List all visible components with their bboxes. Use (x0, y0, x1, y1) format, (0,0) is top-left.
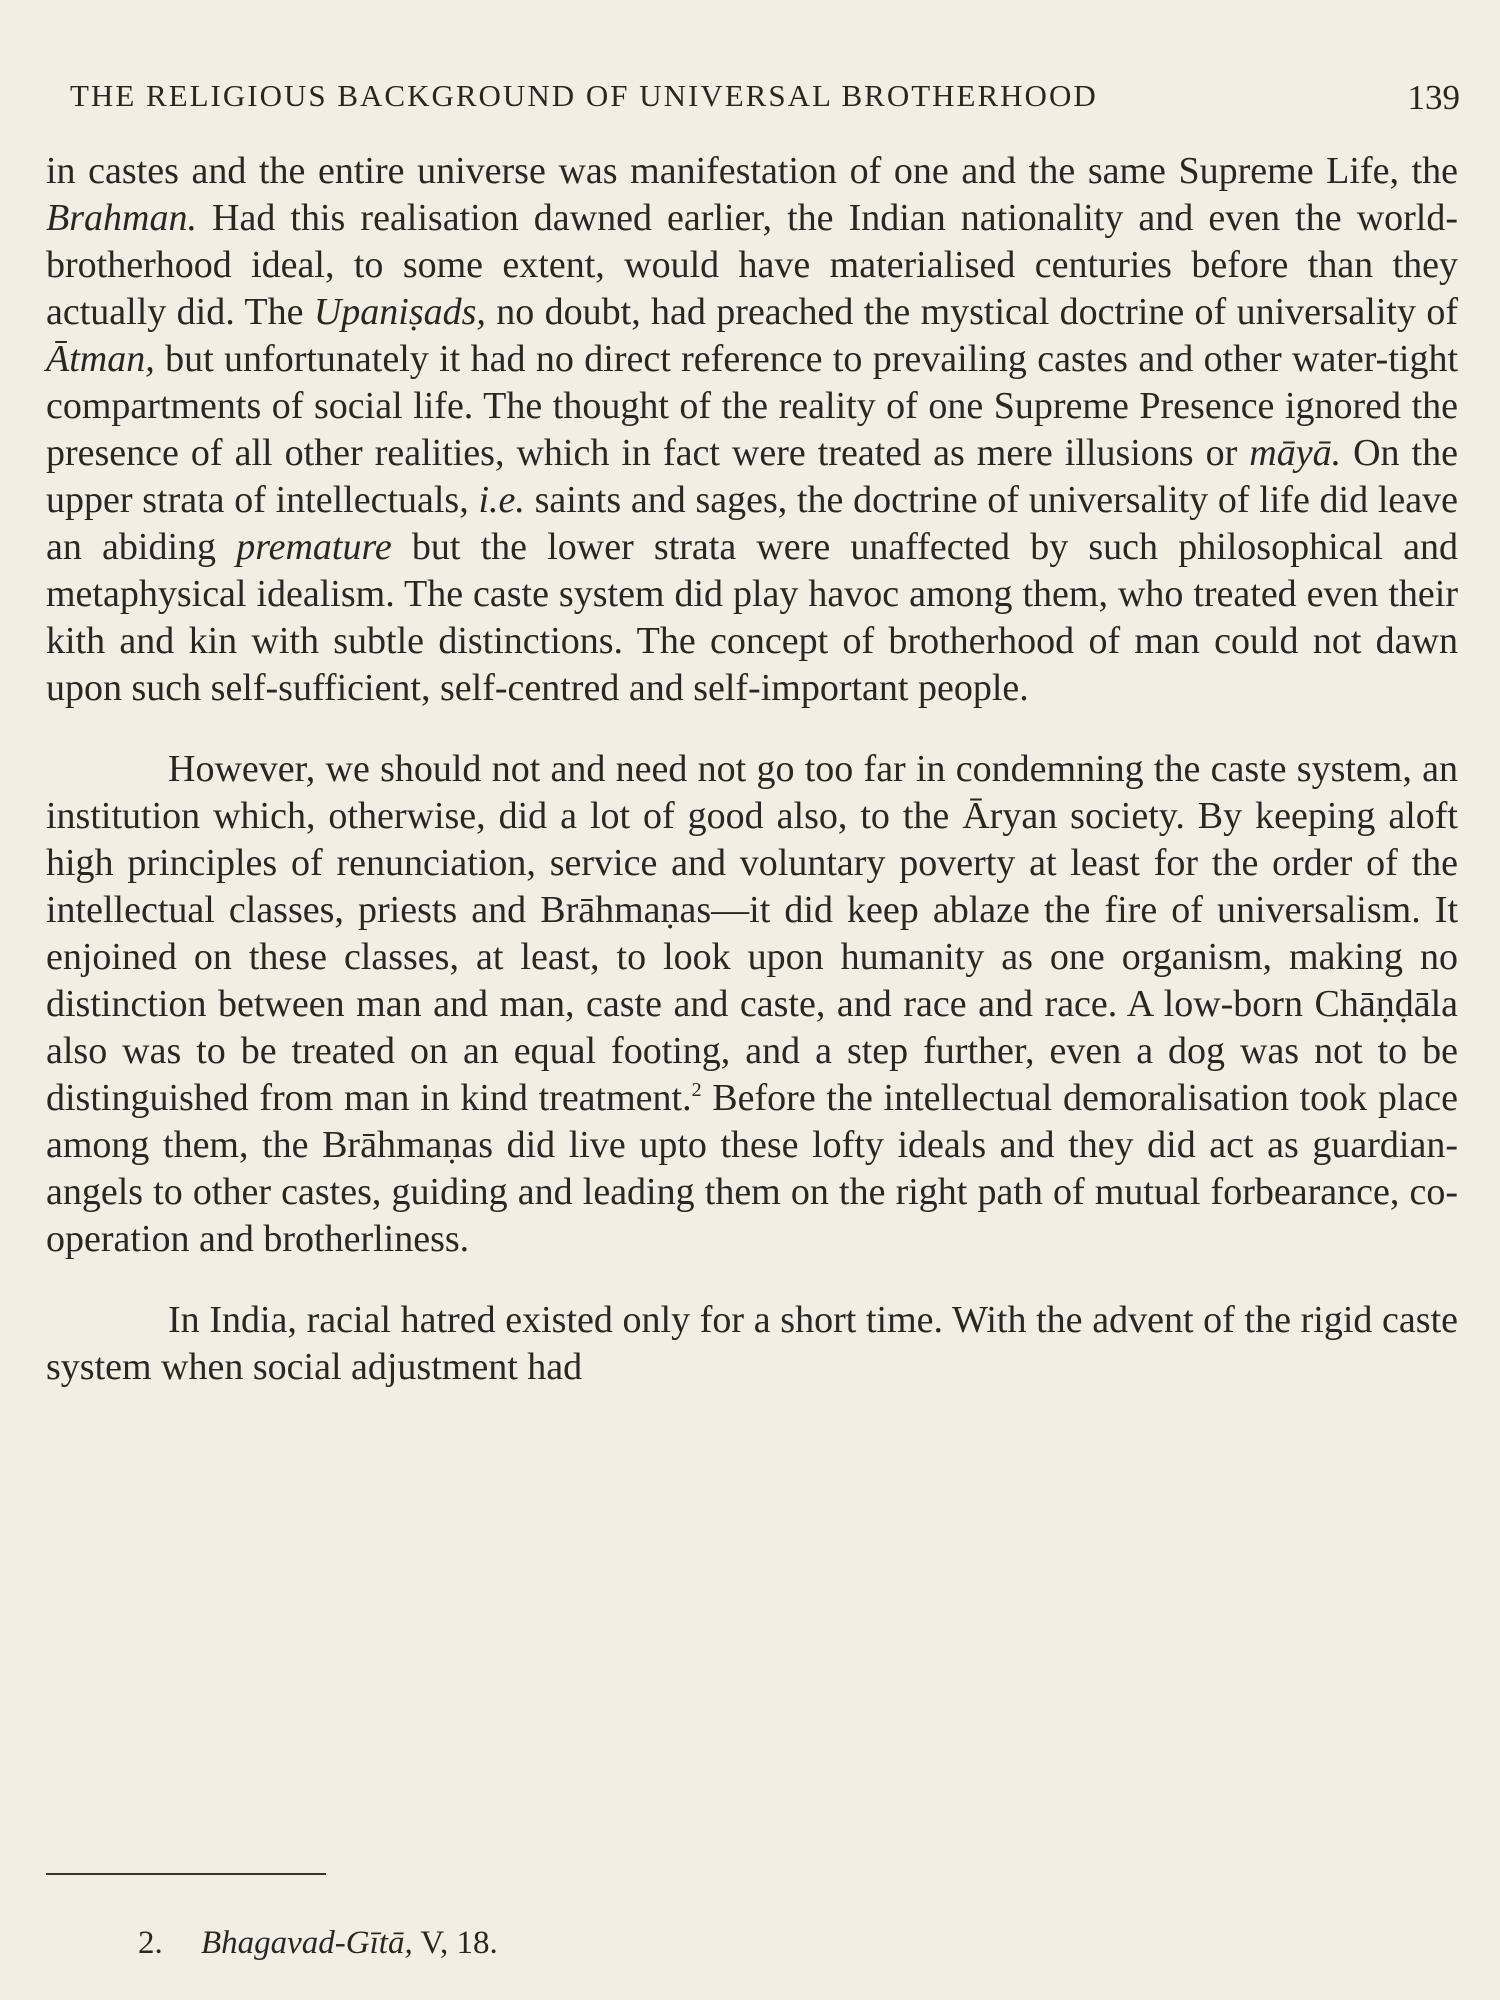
italic-ie: i.e. (478, 479, 525, 521)
italic-upanisads: Upaniṣads, (313, 291, 486, 333)
footnote-marker: 2 (691, 1079, 702, 1101)
p1-text-4: but unfortunately it had no direct reference to prevailing castes and other water-tight compartments of social life. The thought of the reality of one Supreme Presence ignored the presence of all other realities, which in fact were treated as mere illusions or (46, 338, 1458, 474)
p2-text-2: Before the intellectual demoralisation took place among them, the Brāhmaṇas did live upto these lofty ideals and they did act as guardian-angels to other castes, guiding and leading them on the right path of mutual forbearance, co-operation and brotherliness. (46, 1077, 1458, 1260)
p2-text-1: However, we should not and need not go too far in condemning the caste system, an institution which, otherwise, did a lot of good also, to the Āryan society. By keeping aloft high principles of renunciation, service and voluntary poverty at least for the order of the intellectual classes, priests and Brāhmaṇas—it did keep ablaze the fire of universalism. It enjoined on these classes, at least, to look upon humanity as one organism, making no distinction between man and man, caste and caste, and race and race. A low-born Chāṇḍāla also was to be treated on an equal footing, and a step further, even a dog was not to be distinguished from man in kind treatment. (46, 748, 1458, 1119)
footnote-ref: V, 18. (420, 1925, 498, 1961)
footnote-rule (46, 1873, 326, 1875)
italic-brahman: Brahman. (46, 197, 197, 239)
p1-text-1: in castes and the entire universe was manifestation of one and the same Supreme Life, the (46, 150, 1458, 192)
footnote-number: 2. (138, 1925, 163, 1961)
italic-maya: māyā. (1249, 432, 1342, 474)
italic-premature: premature (236, 526, 392, 568)
paragraph-1 (46, 148, 1458, 712)
p3-text-1: In India, racial hatred existed only for a short time. With the advent of the rigid caste system when social adjustment had (46, 1299, 1458, 1388)
p1-text-7: but the lower strata were unaffected by such philosophical and metaphysical idealism. The caste system did play havoc among them, who treated even their kith and kin with subtle distinctions. The concept of brotherhood of man could not dawn upon such self-sufficient, self-centred and self-important people. (46, 526, 1458, 709)
paragraph-3 (46, 1297, 1458, 1391)
p1-text-5: On the upper strata of intellectuals, (46, 432, 1458, 521)
running-title: THE RELIGIOUS BACKGROUND OF UNIVERSAL BROTHERHOOD (70, 78, 1098, 113)
p1-text-2: Had this realisation dawned earlier, the Indian nationality and even the world-brotherhood ideal, to some extent, would have materialised centuries before than they actually did. The (46, 197, 1458, 333)
page-number: 139 (1407, 78, 1460, 117)
paragraph-2 (46, 746, 1458, 1263)
footnote (138, 1925, 498, 1962)
p1-text-6: saints and sages, the doctrine of universality of life did leave an abiding (46, 479, 1458, 568)
body-text (46, 148, 1458, 1391)
p1-text-3: no doubt, had preached the mystical doctrine of universality of (485, 291, 1458, 333)
italic-atman: Ātman, (46, 338, 155, 380)
footnote-source: Bhagavad-Gītā, (201, 1925, 413, 1961)
